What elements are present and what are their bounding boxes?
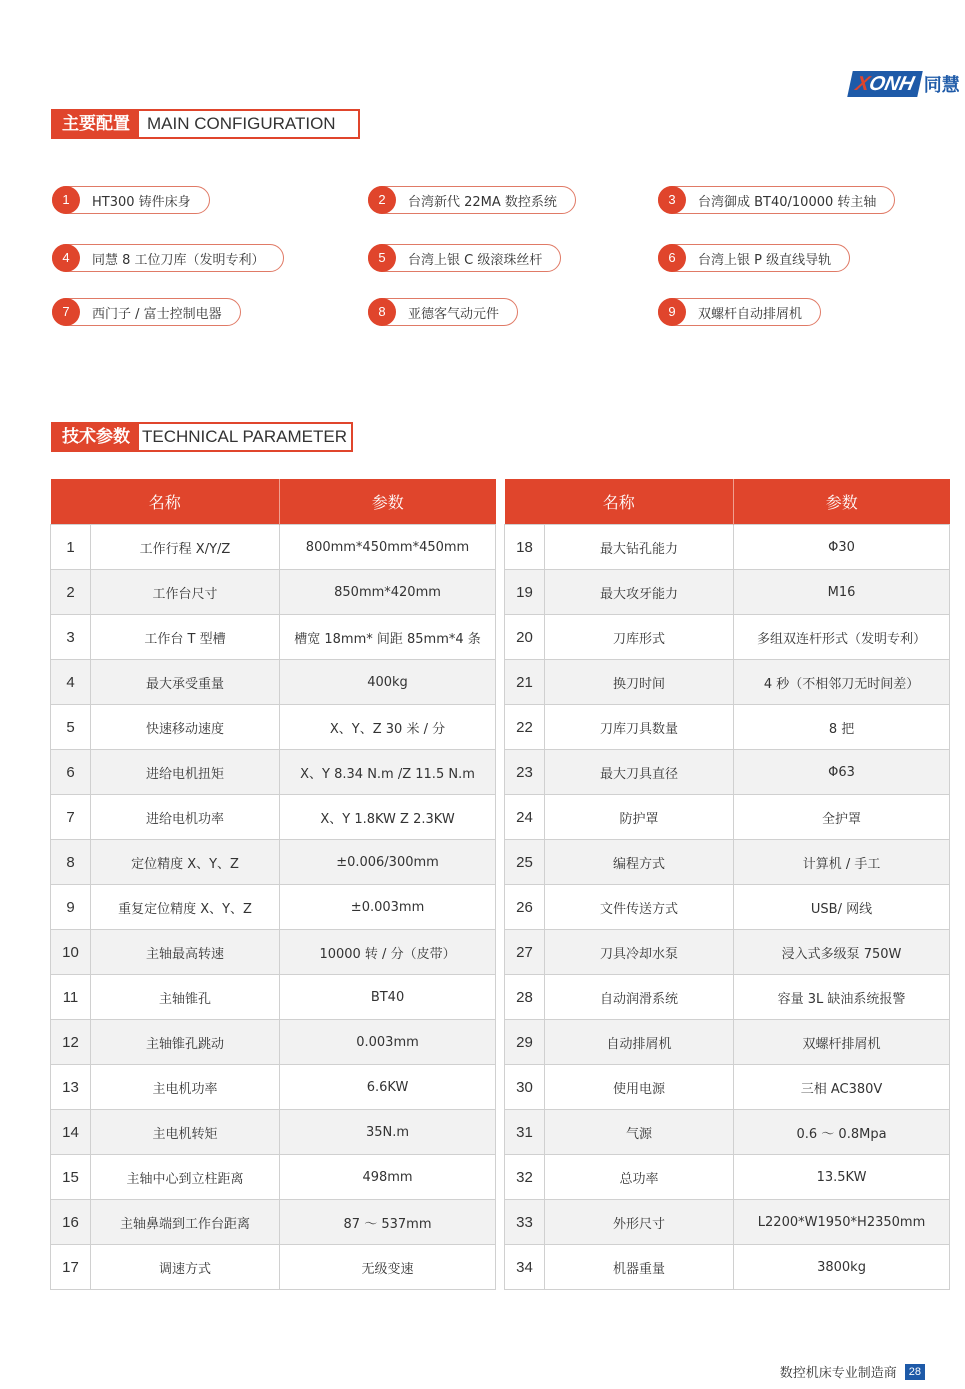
param-value: USB/ 网线 <box>734 885 950 930</box>
header-name: 名称 <box>505 479 734 525</box>
row-number: 27 <box>505 930 545 975</box>
param-value: 3800kg <box>734 1245 950 1290</box>
param-value: 计算机 / 手工 <box>734 840 950 885</box>
row-number: 6 <box>51 750 91 795</box>
param-value: 6.6KW <box>280 1065 496 1110</box>
table-row <box>51 1065 496 1110</box>
table-row <box>505 1020 950 1065</box>
main-config-title: 主要配置 MAIN CONFIGURATION <box>51 109 360 139</box>
row-number: 31 <box>505 1110 545 1155</box>
row-number: 18 <box>505 525 545 570</box>
table-row <box>51 615 496 660</box>
table-row <box>505 570 950 615</box>
table-row <box>505 1200 950 1245</box>
row-number: 2 <box>51 570 91 615</box>
row-number: 26 <box>505 885 545 930</box>
row-number: 29 <box>505 1020 545 1065</box>
config-item: 2 台湾新代 22MA 数控系统 <box>368 186 576 214</box>
param-name: 进给电机扭矩 <box>91 750 280 795</box>
row-number: 16 <box>51 1200 91 1245</box>
param-name: 主轴锥孔 <box>91 975 280 1020</box>
param-value: 87 ～ 537mm <box>280 1200 496 1245</box>
config-item: 8 亚德客气动元件 <box>368 298 518 326</box>
row-number: 1 <box>51 525 91 570</box>
config-item: 9 双螺杆自动排屑机 <box>658 298 821 326</box>
table-row <box>51 570 496 615</box>
config-item: 3 台湾御成 BT40/10000 转主轴 <box>658 186 895 214</box>
param-name: 最大承受重量 <box>91 660 280 705</box>
row-number: 10 <box>51 930 91 975</box>
row-number: 17 <box>51 1245 91 1290</box>
param-value: 浸入式多级泵 750W <box>734 930 950 975</box>
row-number: 24 <box>505 795 545 840</box>
footer <box>780 1362 925 1381</box>
param-name: 编程方式 <box>545 840 734 885</box>
footer-slogan: 数控机床专业制造商 <box>779 1366 897 1381</box>
param-value: 4 秒（不相邻刀无时间差） <box>734 660 950 705</box>
row-number: 25 <box>505 840 545 885</box>
param-name: 工作台尺寸 <box>91 570 280 615</box>
param-value: 槽宽 18mm* 间距 85mm*4 条 <box>280 615 496 660</box>
param-name: 重复定位精度 X、Y、Z <box>91 885 280 930</box>
table-row <box>51 1200 496 1245</box>
row-number: 9 <box>51 885 91 930</box>
param-value: ±0.006/300mm <box>280 840 496 885</box>
row-number: 4 <box>51 660 91 705</box>
param-value: 三相 AC380V <box>734 1065 950 1110</box>
param-name: 总功率 <box>545 1155 734 1200</box>
param-name: 最大钻孔能力 <box>545 525 734 570</box>
spec-table-left <box>50 479 496 1290</box>
param-name: 外形尺寸 <box>545 1200 734 1245</box>
table-row <box>51 1155 496 1200</box>
param-value: 13.5KW <box>734 1155 950 1200</box>
tech-param-title: 技术参数 TECHNICAL PARAMETER <box>51 422 353 452</box>
table-row <box>505 885 950 930</box>
table-row <box>505 975 950 1020</box>
table-row <box>51 525 496 570</box>
table-row <box>51 1110 496 1155</box>
param-name: 防护罩 <box>545 795 734 840</box>
row-number: 13 <box>51 1065 91 1110</box>
param-value: X、Y 8.34 N.m /Z 11.5 N.m <box>280 750 496 795</box>
table-row <box>51 1020 496 1065</box>
table-row <box>505 1155 950 1200</box>
table-row <box>51 795 496 840</box>
param-value: 双螺杆排屑机 <box>734 1020 950 1065</box>
param-value: 无级变速 <box>280 1245 496 1290</box>
row-number: 33 <box>505 1200 545 1245</box>
logo-chinese-name: 同慧 <box>923 75 960 96</box>
table-row <box>51 885 496 930</box>
param-name: 调速方式 <box>91 1245 280 1290</box>
param-name: 使用电源 <box>545 1065 734 1110</box>
config-item: 4 同慧 8 工位刀库（发明专利） <box>52 244 284 272</box>
param-name: 最大攻牙能力 <box>545 570 734 615</box>
param-value: M16 <box>734 570 950 615</box>
header-name: 名称 <box>51 479 280 525</box>
row-number: 11 <box>51 975 91 1020</box>
param-name: 刀库刀具数量 <box>545 705 734 750</box>
param-value: BT40 <box>280 975 496 1020</box>
param-name: 工作台 T 型槽 <box>91 615 280 660</box>
row-number: 34 <box>505 1245 545 1290</box>
table-row <box>505 750 950 795</box>
param-value: Φ30 <box>734 525 950 570</box>
header-value: 参数 <box>280 479 496 525</box>
table-row <box>505 1245 950 1290</box>
row-number: 5 <box>51 705 91 750</box>
param-name: 主电机功率 <box>91 1065 280 1110</box>
row-number: 20 <box>505 615 545 660</box>
param-value: 容量 3L 缺油系统报警 <box>734 975 950 1020</box>
brand-logo <box>850 70 962 98</box>
param-name: 刀具冷却水泵 <box>545 930 734 975</box>
spec-table-right <box>504 479 950 1290</box>
param-name: 进给电机功率 <box>91 795 280 840</box>
table-row <box>505 660 950 705</box>
table-row <box>505 840 950 885</box>
param-name: 最大刀具直径 <box>545 750 734 795</box>
param-value: 400kg <box>280 660 496 705</box>
param-name: 文件传送方式 <box>545 885 734 930</box>
page-number: 28 <box>905 1364 925 1380</box>
row-number: 3 <box>51 615 91 660</box>
param-value: 498mm <box>280 1155 496 1200</box>
table-row <box>505 705 950 750</box>
param-name: 主电机转矩 <box>91 1110 280 1155</box>
param-name: 刀库形式 <box>545 615 734 660</box>
row-number: 28 <box>505 975 545 1020</box>
param-name: 换刀时间 <box>545 660 734 705</box>
param-value: 0.6 ～ 0.8Mpa <box>734 1110 950 1155</box>
row-number: 22 <box>505 705 545 750</box>
row-number: 7 <box>51 795 91 840</box>
config-item: 1 HT300 铸件床身 <box>52 186 210 214</box>
table-row <box>51 660 496 705</box>
config-item: 5 台湾上银 C 级滚珠丝杆 <box>368 244 561 272</box>
param-name: 定位精度 X、Y、Z <box>91 840 280 885</box>
row-number: 30 <box>505 1065 545 1110</box>
row-number: 8 <box>51 840 91 885</box>
param-name: 气源 <box>545 1110 734 1155</box>
param-value: ±0.003mm <box>280 885 496 930</box>
param-name: 快速移动速度 <box>91 705 280 750</box>
table-row <box>51 1245 496 1290</box>
table-row <box>505 1110 950 1155</box>
param-value: 多组双连杆形式（发明专利） <box>734 615 950 660</box>
table-row <box>51 705 496 750</box>
table-row <box>505 1065 950 1110</box>
table-row <box>51 975 496 1020</box>
table-row <box>51 750 496 795</box>
table-row <box>505 615 950 660</box>
param-name: 机器重量 <box>545 1245 734 1290</box>
row-number: 23 <box>505 750 545 795</box>
param-name: 主轴中心到立柱距离 <box>91 1155 280 1200</box>
table-row <box>51 840 496 885</box>
param-value: X、Y、Z 30 米 / 分 <box>280 705 496 750</box>
param-name: 自动排屑机 <box>545 1020 734 1065</box>
param-value: 8 把 <box>734 705 950 750</box>
param-value: 全护罩 <box>734 795 950 840</box>
table-row <box>51 930 496 975</box>
row-number: 14 <box>51 1110 91 1155</box>
param-value: X、Y 1.8KW Z 2.3KW <box>280 795 496 840</box>
param-value: 10000 转 / 分（皮带） <box>280 930 496 975</box>
param-value: L2200*W1950*H2350mm <box>734 1200 950 1245</box>
table-row <box>505 525 950 570</box>
row-number: 15 <box>51 1155 91 1200</box>
config-item: 7 西门子 / 富士控制电器 <box>52 298 241 326</box>
row-number: 19 <box>505 570 545 615</box>
table-row <box>505 930 950 975</box>
param-value: 850mm*420mm <box>280 570 496 615</box>
param-value: 35N.m <box>280 1110 496 1155</box>
table-row <box>505 795 950 840</box>
param-name: 主轴鼻端到工作台距离 <box>91 1200 280 1245</box>
param-name: 工作行程 X/Y/Z <box>91 525 280 570</box>
param-name: 主轴最高转速 <box>91 930 280 975</box>
param-name: 主轴锥孔跳动 <box>91 1020 280 1065</box>
row-number: 21 <box>505 660 545 705</box>
logo-mark: XONH <box>847 71 922 97</box>
row-number: 12 <box>51 1020 91 1065</box>
param-value: 0.003mm <box>280 1020 496 1065</box>
config-item: 6 台湾上银 P 级直线导轨 <box>658 244 850 272</box>
param-value: 800mm*450mm*450mm <box>280 525 496 570</box>
param-value: Φ63 <box>734 750 950 795</box>
header-value: 参数 <box>734 479 950 525</box>
row-number: 32 <box>505 1155 545 1200</box>
param-name: 自动润滑系统 <box>545 975 734 1020</box>
